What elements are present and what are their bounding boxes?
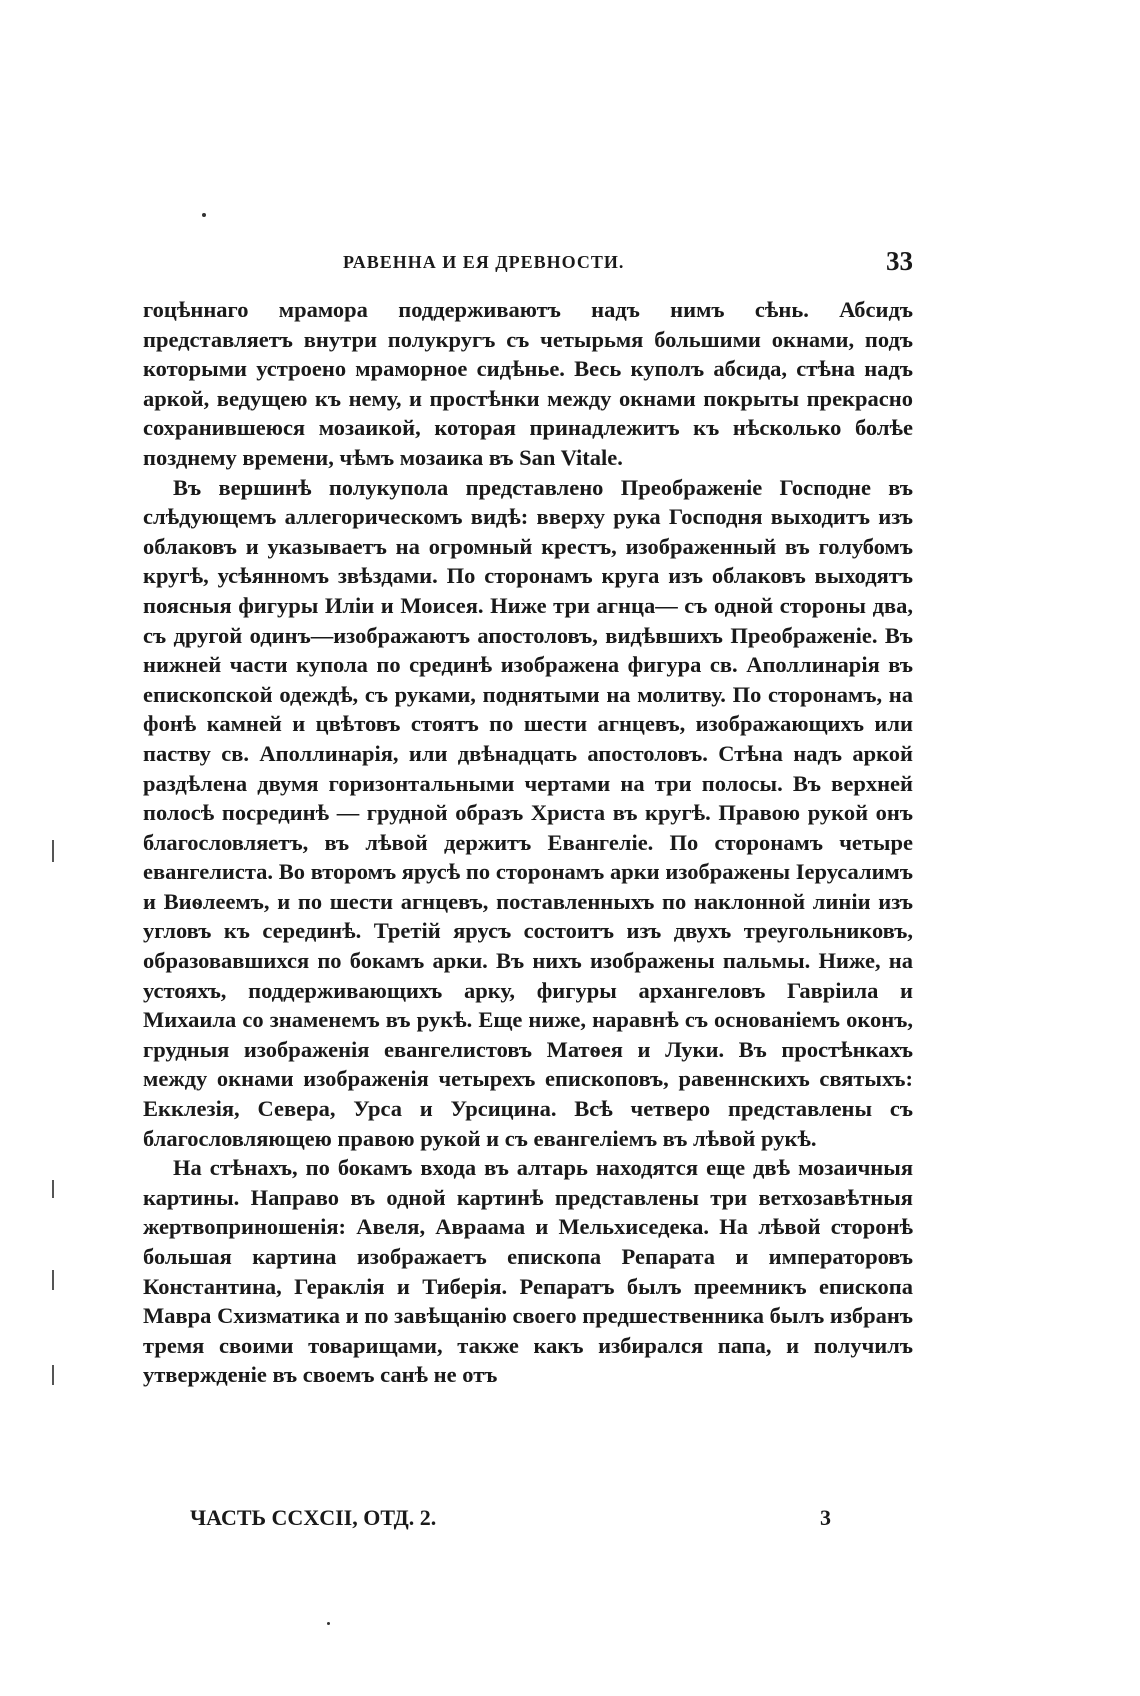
scan-speck	[327, 1622, 330, 1625]
sheet-number: 3	[820, 1505, 831, 1530]
page-number: 33	[886, 246, 913, 276]
margin-mark	[52, 840, 54, 862]
margin-mark	[52, 1270, 54, 1290]
paragraph-2: Въ вершинѣ полукупола представлено Преображеніе Господне въ слѣдующемъ аллегорическомъ видѣ: вверху рука Господня выходитъ изъ облаковъ и указываетъ на огромный крестъ, изображенный въ голубомъ кругѣ, усѣянномъ звѣздами. По сторонамъ круга изъ облаковъ выходятъ поясныя фигуры Иліи и Моисея. Ниже три агнца— съ одной стороны два, съ другой одинъ—изображаютъ апостоловъ, видѣвшихъ Преображеніе. Въ нижней части купола по срединѣ изображена фигура св. Аполлинарія въ епископской одеждѣ, съ руками, поднятыми на молитву. По сторонамъ, на фонѣ камней и цвѣтовъ стоятъ по шести агнцевъ, изображающихъ или паству св. Аполлинарія, или двѣнадцать апостоловъ. Стѣна надъ аркой раздѣлена двумя горизонтальными чертами на три полосы. Въ верхней полосѣ посрединѣ — грудной образъ Христа въ кругѣ. Правою рукой онъ благословляетъ, въ лѣвой держитъ Евангеліе. По сторонамъ четыре евангелиста. Во второмъ ярусѣ по сторонамъ арки изображены Іерусалимъ и Виѳлеемъ, и по шести агнцевъ, поставленныхъ по наклонной линіи изъ угловъ къ серединѣ. Третій ярусъ состоитъ изъ двухъ треугольниковъ, образовавшихся по бокамъ арки. Въ нихъ изображены пальмы. Ниже, на устояхъ, поддерживающихъ арку, фигуры архангеловъ Гавріила и Михаила со знаменемъ въ рукѣ. Еще ниже, наравнѣ съ основаніемъ оконъ, грудныя изображенія евангелистовъ Матѳея и Луки. Въ простѣнкахъ между окнами изображенія четырехъ епископовъ, равеннскихъ святыхъ: Екклезія, Севера, Урса и Урсицина. Всѣ четверо представлены съ благословляющею правою рукой и съ евангеліемъ въ лѣвой рукѣ.	[143, 474, 913, 1151]
part-label: ЧАСТЬ CCXCII, ОТД. 2.	[190, 1505, 437, 1530]
paragraph-3: На стѣнахъ, по бокамъ входа въ алтарь находятся еще двѣ мозаичныя картины. Направо въ одной картинѣ представлены три ветхозавѣтныя жертвоприношенія: Авеля, Авраама и Мельхиседека. На лѣвой сторонѣ большая картина изображаетъ епископа Репарата и императоровъ Константина, Гераклія и Тиберія. Репаратъ былъ преемникъ епископа Мавра Схизматика и по завѣщанію своего предшественника былъ избранъ тремя своими товарищами, также какъ избирался папа, и получилъ утвержденіе въ своемъ санѣ не отъ	[143, 1155, 913, 1388]
running-title: РАВЕННА И ЕЯ ДРЕВНОСТИ.	[343, 252, 625, 272]
running-head	[143, 246, 913, 282]
scan-speck	[202, 213, 206, 217]
margin-mark	[52, 1180, 54, 1198]
signature-line	[190, 1505, 840, 1537]
paragraph-1: гоцѣннаго мрамора поддерживаютъ надъ нимъ сѣнь. Абсидъ представляетъ внутри полукругъ съ четырьмя большими окнами, подъ которыми устроено мраморное сидѣнье. Весь куполъ абсида, стѣна надъ аркой, ведущею къ нему, и простѣнки между окнами покрыты прекрасно сохранившеюся мозаикой, которая принадлежитъ къ нѣсколько болѣе позднему времени, чѣмъ мозаика въ San Vitale.	[143, 297, 913, 470]
margin-mark	[52, 1365, 54, 1385]
body-text	[143, 295, 913, 1390]
